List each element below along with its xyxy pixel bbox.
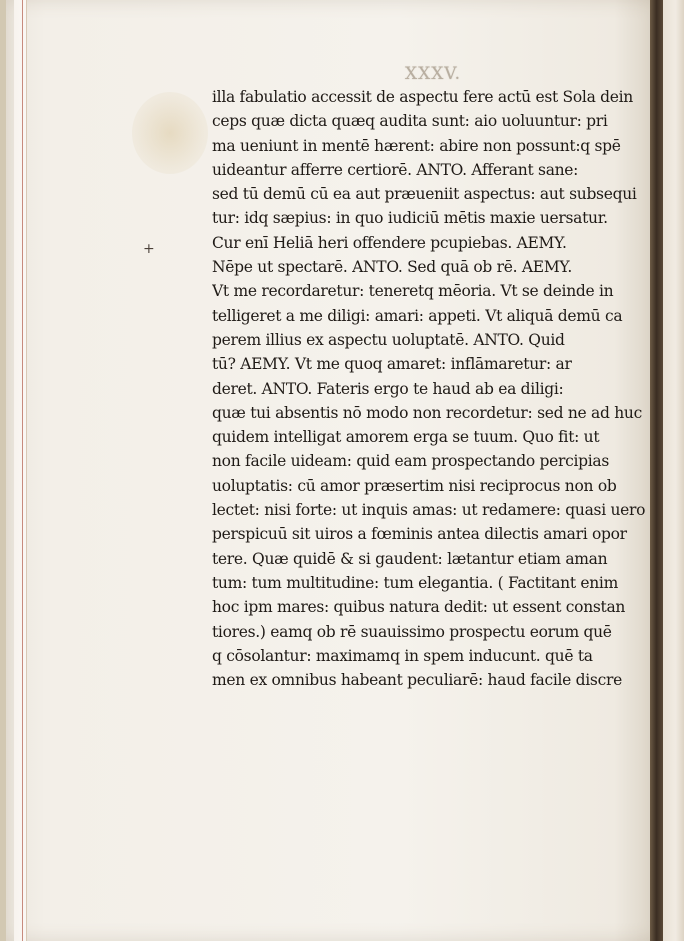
text-line: tere. Quæ quidē & si gaudent: lætantur etiam aman — [212, 549, 608, 568]
text-line: ma ueniunt in mentē hærent: abire non possunt:q spē — [212, 136, 621, 155]
text-line: tur: idq sæpius: in quo iudiciū mētis maxie uersatur. — [212, 209, 608, 228]
paper-stain — [132, 92, 208, 174]
text-line: tiores.) eamq ob rē suauissimo prospectu eorum quē — [212, 622, 612, 641]
text-line: sed tū demū cū ea aut præueniit aspectus: aut subsequi — [212, 185, 637, 204]
text-line: tū? AEMY. Vt me quoq amaret: inflāmaretur: ar — [212, 355, 572, 374]
text-line: quidem intelligat amorem erga se tuum. Quo fit: ut — [212, 428, 600, 447]
text-line: Nēpe ut spectarē. ANTO. Sed quā ob rē. AEMY. — [212, 258, 572, 277]
folio-number: XXXV. — [404, 64, 462, 84]
text-line: uideantur afferre certiorē. ANTO. Afferant sane: — [212, 160, 579, 179]
text-line: non facile uideam: quid eam prospectando percipias — [212, 452, 610, 471]
margin-mark: + — [143, 241, 155, 257]
text-line: men ex omnibus habeant peculiarē: haud facile discre — [212, 671, 622, 690]
text-line: Cur enī Heliā heri offendere pcupiebas. AEMY. — [212, 233, 567, 252]
text-line: q cōsolantur: maximamq in spem inducunt. quē ta — [212, 646, 593, 665]
text-line: tum: tum multitudine: tum elegantia. ( Factitant enim — [212, 573, 618, 592]
text-line: ceps quæ dicta quæq audita sunt: aio uoluuntur: pri — [212, 112, 608, 131]
text-line: telligeret a me diligi: amari: appeti. Vt aliquā demū ca — [212, 306, 623, 325]
margin-rule — [22, 0, 23, 941]
text-line: quæ tui absentis nō modo non recordetur: sed ne ad huc — [212, 403, 642, 422]
text-line: deret. ANTO. Fateris ergo te haud ab ea diligi: — [212, 379, 564, 398]
text-line: perem illius ex aspectu uoluptatē. ANTO. Quid — [212, 330, 565, 349]
text-line: lectet: nisi forte: ut inquis amas: ut redamere: quasi uero — [212, 501, 646, 520]
text-line: uoluptatis: cū amor præsertim nisi reciprocus non ob — [212, 476, 617, 495]
text-line: hoc ipm mares: quibus natura dedit: ut essent constan — [212, 598, 626, 617]
facing-page-edge — [663, 0, 684, 941]
text-line: Vt me recordaretur: teneretq mēoria. Vt se deinde in — [212, 282, 614, 301]
text-line: perspicuū sit uiros a fœminis antea dilectis amari opor — [212, 525, 627, 544]
page-edge — [14, 0, 27, 941]
text-line: illa fabulatio accessit de aspectu fere actū est Sola dein — [212, 88, 633, 106]
text-block — [212, 85, 652, 692]
